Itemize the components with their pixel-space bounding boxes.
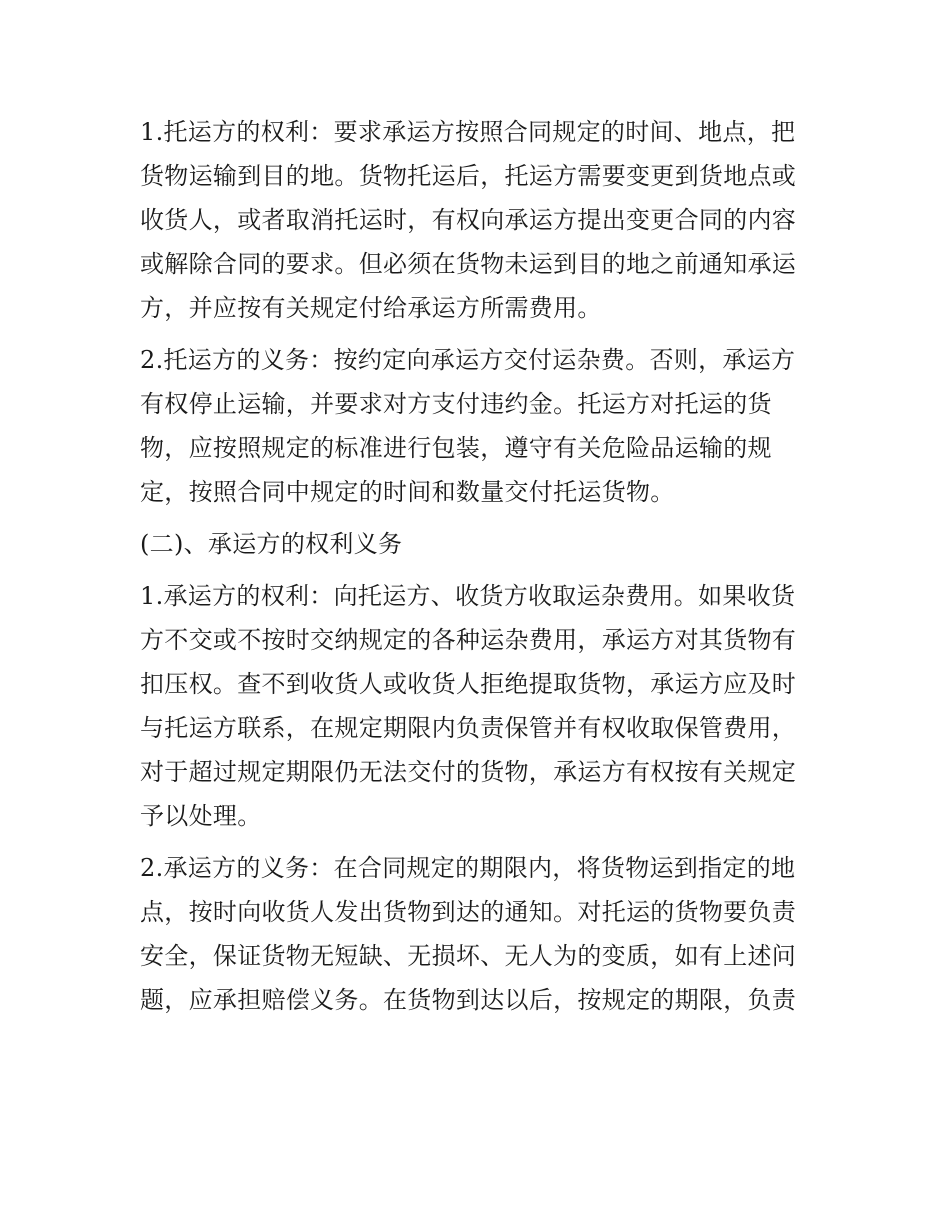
text-line: 2.托运方的义务：按约定向承运方交付运杂费。否则，承运方 (140, 346, 796, 374)
text-line: 物，应按照规定的标准进行包装，遵守有关危险品运输的规 (140, 434, 772, 462)
text-line: 或解除合同的要求。但必须在货物未运到目的地之前通知承运 (140, 250, 797, 278)
text-line: 1.托运方的权利：要求承运方按照合同规定的时间、地点，把 (140, 118, 796, 146)
text-line: 题，应承担赔偿义务。在货物到达以后，按规定的期限，负责 (140, 986, 797, 1014)
section-heading-carrier (140, 522, 830, 566)
text-line: 方不交或不按时交纳规定的各种运杂费用，承运方对其货物有 (140, 626, 797, 654)
text-line: 1.承运方的权利：向托运方、收货方收取运杂费用。如果收货 (140, 582, 796, 610)
text-line: 点，按时向收货人发出货物到达的通知。对托运的货物要负责 (140, 898, 797, 926)
text-line: 方，并应按有关规定付给承运方所需费用。 (140, 294, 602, 322)
section-heading: (二)、承运方的权利义务 (140, 530, 403, 558)
text-line: 扣压权。查不到收货人或收货人拒绝提取货物，承运方应及时 (140, 670, 797, 698)
text-line: 2.承运方的义务：在合同规定的期限内，将货物运到指定的地 (140, 854, 796, 882)
text-line: 对于超过规定期限仍无法交付的货物，承运方有权按有关规定 (140, 758, 797, 786)
document-body (140, 110, 830, 1030)
text-line: 定，按照合同中规定的时间和数量交付托运货物。 (140, 478, 675, 506)
text-line: 收货人，或者取消托运时，有权向承运方提出变更合同的内容 (140, 206, 797, 234)
paragraph-carrier-obligations (140, 846, 830, 1022)
text-line: 有权停止运输，并要求对方支付违约金。托运方对托运的货 (140, 390, 772, 418)
paragraph-shipper-rights (140, 110, 830, 330)
text-line: 与托运方联系，在规定期限内负责保管并有权收取保管费用， (140, 714, 797, 742)
paragraph-shipper-obligations (140, 338, 830, 514)
text-line: 安全，保证货物无短缺、无损坏、无人为的变质，如有上述问 (140, 942, 797, 970)
text-line: 予以处理。 (140, 802, 262, 830)
text-line: 货物运输到目的地。货物托运后，托运方需要变更到货地点或 (140, 162, 797, 190)
paragraph-carrier-rights (140, 574, 830, 838)
